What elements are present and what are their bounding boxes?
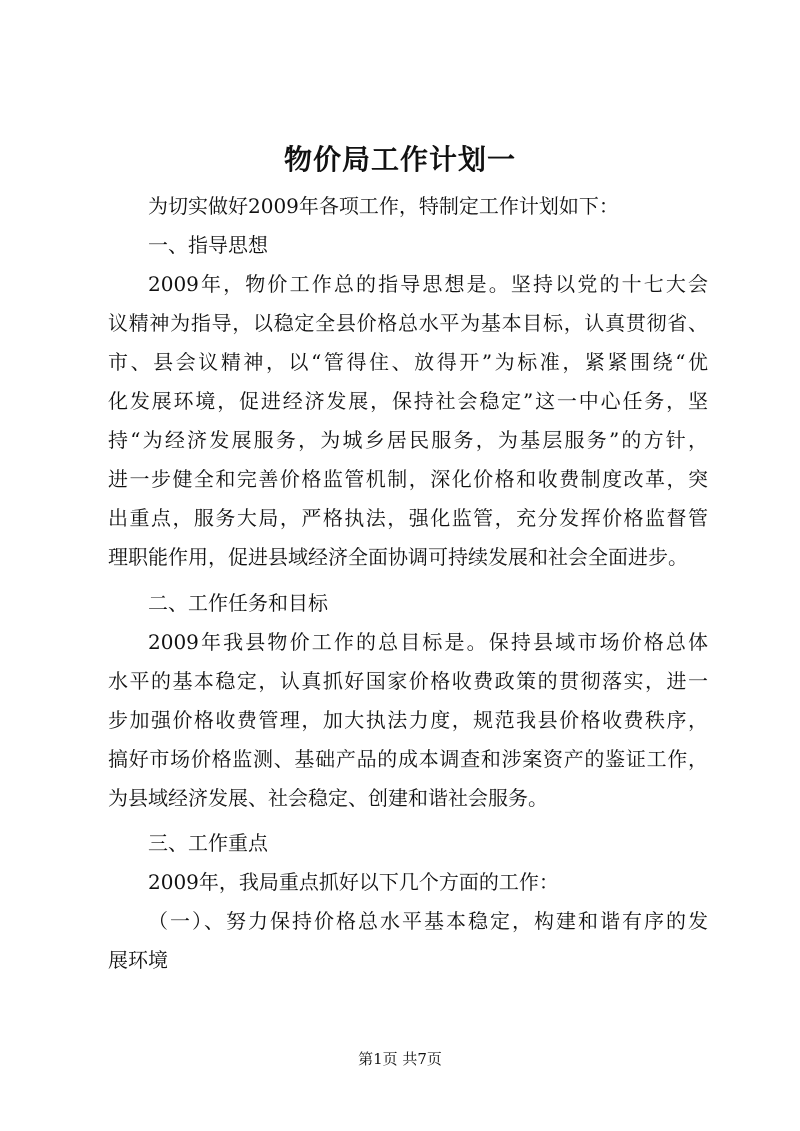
paragraph-line: 为切实做好2009年各项工作，特制定工作计划如下： <box>148 194 619 218</box>
section-heading: 二、工作任务和目标 <box>148 591 328 615</box>
paragraph-line: 出重点，服务大局，严格执法，强化监管，充分发挥价格监督管 <box>108 506 708 530</box>
paragraph-line: 水平的基本稳定，认真抓好国家价格收费政策的贯彻落实，进一 <box>108 669 708 693</box>
section-heading: 一、指导思想 <box>148 233 268 257</box>
paragraph-line: 2009年，我局重点抓好以下几个方面的工作： <box>148 870 559 894</box>
section-heading: 三、工作重点 <box>148 831 268 855</box>
subsection-heading-line: （一）、努力保持价格总水平基本稳定，构建和谐有序的发 <box>148 909 708 933</box>
paragraph-line: 2009年我县物价工作的总目标是。保持县域市场价格总体 <box>148 630 708 654</box>
paragraph-line: 化发展环境，促进经济发展，保持社会稳定”这一中心任务，坚 <box>108 389 708 413</box>
subsection-heading-line: 展环境 <box>108 948 168 972</box>
page-number-footer: 第1页 共7页 <box>358 1050 442 1068</box>
paragraph-line: 议精神为指导，以稳定全县价格总水平为基本目标，认真贯彻省、 <box>108 311 708 335</box>
paragraph-line: 市、县会议精神，以“管得住、放得开”为标准，紧紧围绕“优 <box>108 350 708 374</box>
paragraph-line: 为县域经济发展、社会稳定、创建和谐社会服务。 <box>108 786 548 810</box>
document-title: 物价局工作计划一 <box>283 143 516 176</box>
paragraph-line: 2009年，物价工作总的指导思想是。坚持以党的十七大会 <box>148 272 708 296</box>
paragraph-line: 步加强价格收费管理，加大执法力度，规范我县价格收费秩序， <box>108 708 708 732</box>
paragraph-line: 理职能作用，促进县域经济全面协调可持续发展和社会全面进步。 <box>108 545 688 569</box>
paragraph-line: 进一步健全和完善价格监管机制，深化价格和收费制度改革，突 <box>108 467 708 491</box>
paragraph-line: 持“为经济发展服务，为城乡居民服务，为基层服务”的方针， <box>108 428 708 452</box>
paragraph-line: 搞好市场价格监测、基础产品的成本调查和涉案资产的鉴证工作， <box>108 747 708 771</box>
